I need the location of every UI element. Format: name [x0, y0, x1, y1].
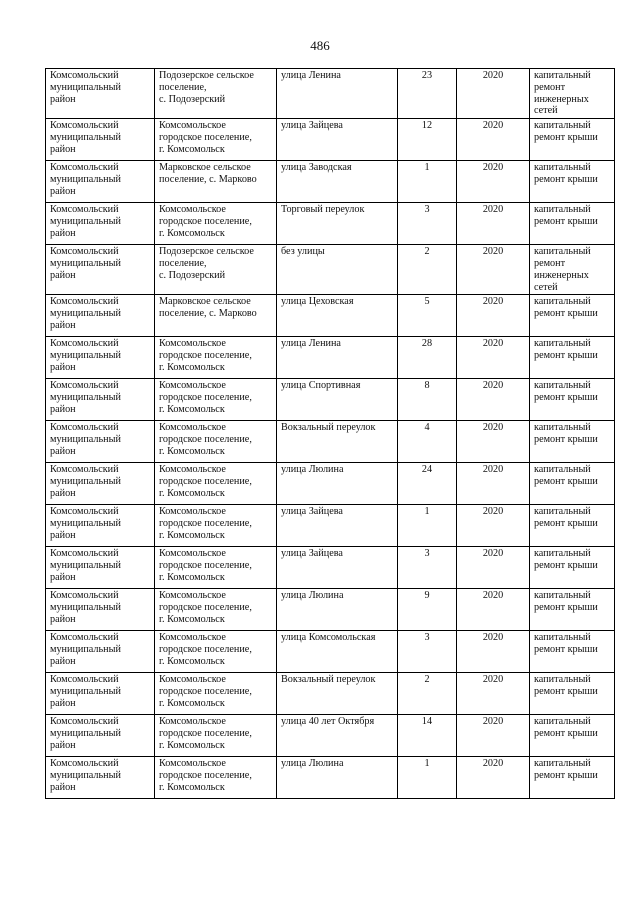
settlement-cell: Подозерское сельское поселение, с. Подозерский — [155, 245, 277, 295]
street-cell: улица 40 лет Октября — [277, 715, 398, 757]
district-cell: Комсомольский муниципальный район — [46, 589, 155, 631]
settlement-cell: Комсомольское городское поселение, г. Комсомольск — [155, 421, 277, 463]
table-row — [46, 203, 615, 245]
year-cell: 2020 — [457, 161, 530, 203]
table-body — [46, 69, 615, 799]
year-cell: 2020 — [457, 69, 530, 119]
street-cell: улица Спортивная — [277, 379, 398, 421]
street-cell: Торговый переулок — [277, 203, 398, 245]
street-cell: улица Цеховская — [277, 295, 398, 337]
settlement-cell: Комсомольское городское поселение, г. Комсомольск — [155, 203, 277, 245]
work-type-cell: капитальный ремонт крыши — [530, 631, 615, 673]
year-cell: 2020 — [457, 673, 530, 715]
table-row — [46, 69, 615, 119]
work-type-cell: капитальный ремонт инженерных сетей — [530, 69, 615, 119]
work-type-cell: капитальный ремонт крыши — [530, 421, 615, 463]
year-cell: 2020 — [457, 463, 530, 505]
work-type-cell: капитальный ремонт крыши — [530, 589, 615, 631]
house-number-cell: 28 — [398, 337, 457, 379]
year-cell: 2020 — [457, 631, 530, 673]
settlement-cell: Комсомольское городское поселение, г. Комсомольск — [155, 547, 277, 589]
settlement-cell: Подозерское сельское поселение, с. Подозерский — [155, 69, 277, 119]
house-number-cell: 8 — [398, 379, 457, 421]
house-number-cell: 2 — [398, 245, 457, 295]
table-row — [46, 547, 615, 589]
house-number-cell: 23 — [398, 69, 457, 119]
house-number-cell: 9 — [398, 589, 457, 631]
settlement-cell: Комсомольское городское поселение, г. Комсомольск — [155, 337, 277, 379]
settlement-cell: Комсомольское городское поселение, г. Комсомольск — [155, 673, 277, 715]
year-cell: 2020 — [457, 505, 530, 547]
work-type-cell: капитальный ремонт крыши — [530, 715, 615, 757]
work-type-cell: капитальный ремонт крыши — [530, 757, 615, 799]
street-cell: улица Люлина — [277, 757, 398, 799]
table-row — [46, 715, 615, 757]
year-cell: 2020 — [457, 757, 530, 799]
house-number-cell: 3 — [398, 547, 457, 589]
repair-registry-table — [45, 68, 615, 799]
settlement-cell: Комсомольское городское поселение, г. Комсомольск — [155, 505, 277, 547]
district-cell: Комсомольский муниципальный район — [46, 203, 155, 245]
table-row — [46, 161, 615, 203]
settlement-cell: Комсомольское городское поселение, г. Комсомольск — [155, 119, 277, 161]
district-cell: Комсомольский муниципальный район — [46, 547, 155, 589]
work-type-cell: капитальный ремонт крыши — [530, 295, 615, 337]
district-cell: Комсомольский муниципальный район — [46, 421, 155, 463]
street-cell: улица Зайцева — [277, 119, 398, 161]
work-type-cell: капитальный ремонт крыши — [530, 379, 615, 421]
house-number-cell: 1 — [398, 505, 457, 547]
year-cell: 2020 — [457, 203, 530, 245]
work-type-cell: капитальный ремонт крыши — [530, 203, 615, 245]
house-number-cell: 1 — [398, 757, 457, 799]
street-cell: улица Люлина — [277, 463, 398, 505]
work-type-cell: капитальный ремонт инженерных сетей — [530, 245, 615, 295]
district-cell: Комсомольский муниципальный район — [46, 673, 155, 715]
work-type-cell: капитальный ремонт крыши — [530, 119, 615, 161]
table-row — [46, 379, 615, 421]
year-cell: 2020 — [457, 547, 530, 589]
table-row — [46, 295, 615, 337]
house-number-cell: 24 — [398, 463, 457, 505]
street-cell: улица Комсомольская — [277, 631, 398, 673]
house-number-cell: 14 — [398, 715, 457, 757]
table-row — [46, 421, 615, 463]
street-cell: улица Люлина — [277, 589, 398, 631]
table-row — [46, 463, 615, 505]
district-cell: Комсомольский муниципальный район — [46, 119, 155, 161]
work-type-cell: капитальный ремонт крыши — [530, 337, 615, 379]
work-type-cell: капитальный ремонт крыши — [530, 673, 615, 715]
street-cell: улица Ленина — [277, 337, 398, 379]
settlement-cell: Комсомольское городское поселение, г. Комсомольск — [155, 715, 277, 757]
house-number-cell: 12 — [398, 119, 457, 161]
district-cell: Комсомольский муниципальный район — [46, 161, 155, 203]
district-cell: Комсомольский муниципальный район — [46, 715, 155, 757]
house-number-cell: 5 — [398, 295, 457, 337]
settlement-cell: Марковское сельское поселение, с. Марково — [155, 161, 277, 203]
house-number-cell: 3 — [398, 631, 457, 673]
year-cell: 2020 — [457, 715, 530, 757]
year-cell: 2020 — [457, 421, 530, 463]
table-row — [46, 245, 615, 295]
settlement-cell: Комсомольское городское поселение, г. Комсомольск — [155, 379, 277, 421]
year-cell: 2020 — [457, 337, 530, 379]
district-cell: Комсомольский муниципальный район — [46, 69, 155, 119]
year-cell: 2020 — [457, 295, 530, 337]
year-cell: 2020 — [457, 589, 530, 631]
work-type-cell: капитальный ремонт крыши — [530, 547, 615, 589]
district-cell: Комсомольский муниципальный район — [46, 245, 155, 295]
district-cell: Комсомольский муниципальный район — [46, 295, 155, 337]
table-row — [46, 631, 615, 673]
street-cell: без улицы — [277, 245, 398, 295]
year-cell: 2020 — [457, 119, 530, 161]
district-cell: Комсомольский муниципальный район — [46, 463, 155, 505]
street-cell: Вокзальный переулок — [277, 421, 398, 463]
table-row — [46, 505, 615, 547]
work-type-cell: капитальный ремонт крыши — [530, 505, 615, 547]
street-cell: улица Ленина — [277, 69, 398, 119]
house-number-cell: 2 — [398, 673, 457, 715]
table-row — [46, 337, 615, 379]
house-number-cell: 3 — [398, 203, 457, 245]
table-row — [46, 119, 615, 161]
year-cell: 2020 — [457, 245, 530, 295]
street-cell: Вокзальный переулок — [277, 673, 398, 715]
street-cell: улица Заводская — [277, 161, 398, 203]
year-cell: 2020 — [457, 379, 530, 421]
house-number-cell: 1 — [398, 161, 457, 203]
district-cell: Комсомольский муниципальный район — [46, 505, 155, 547]
work-type-cell: капитальный ремонт крыши — [530, 463, 615, 505]
street-cell: улица Зайцева — [277, 505, 398, 547]
work-type-cell: капитальный ремонт крыши — [530, 161, 615, 203]
street-cell: улица Зайцева — [277, 547, 398, 589]
settlement-cell: Комсомольское городское поселение, г. Комсомольск — [155, 463, 277, 505]
settlement-cell: Комсомольское городское поселение, г. Комсомольск — [155, 631, 277, 673]
house-number-cell: 4 — [398, 421, 457, 463]
district-cell: Комсомольский муниципальный район — [46, 757, 155, 799]
district-cell: Комсомольский муниципальный район — [46, 631, 155, 673]
table-row — [46, 589, 615, 631]
table-row — [46, 673, 615, 715]
settlement-cell: Комсомольское городское поселение, г. Комсомольск — [155, 757, 277, 799]
settlement-cell: Марковское сельское поселение, с. Марково — [155, 295, 277, 337]
table-row — [46, 757, 615, 799]
page-number: 486 — [310, 38, 330, 53]
district-cell: Комсомольский муниципальный район — [46, 379, 155, 421]
district-cell: Комсомольский муниципальный район — [46, 337, 155, 379]
settlement-cell: Комсомольское городское поселение, г. Комсомольск — [155, 589, 277, 631]
